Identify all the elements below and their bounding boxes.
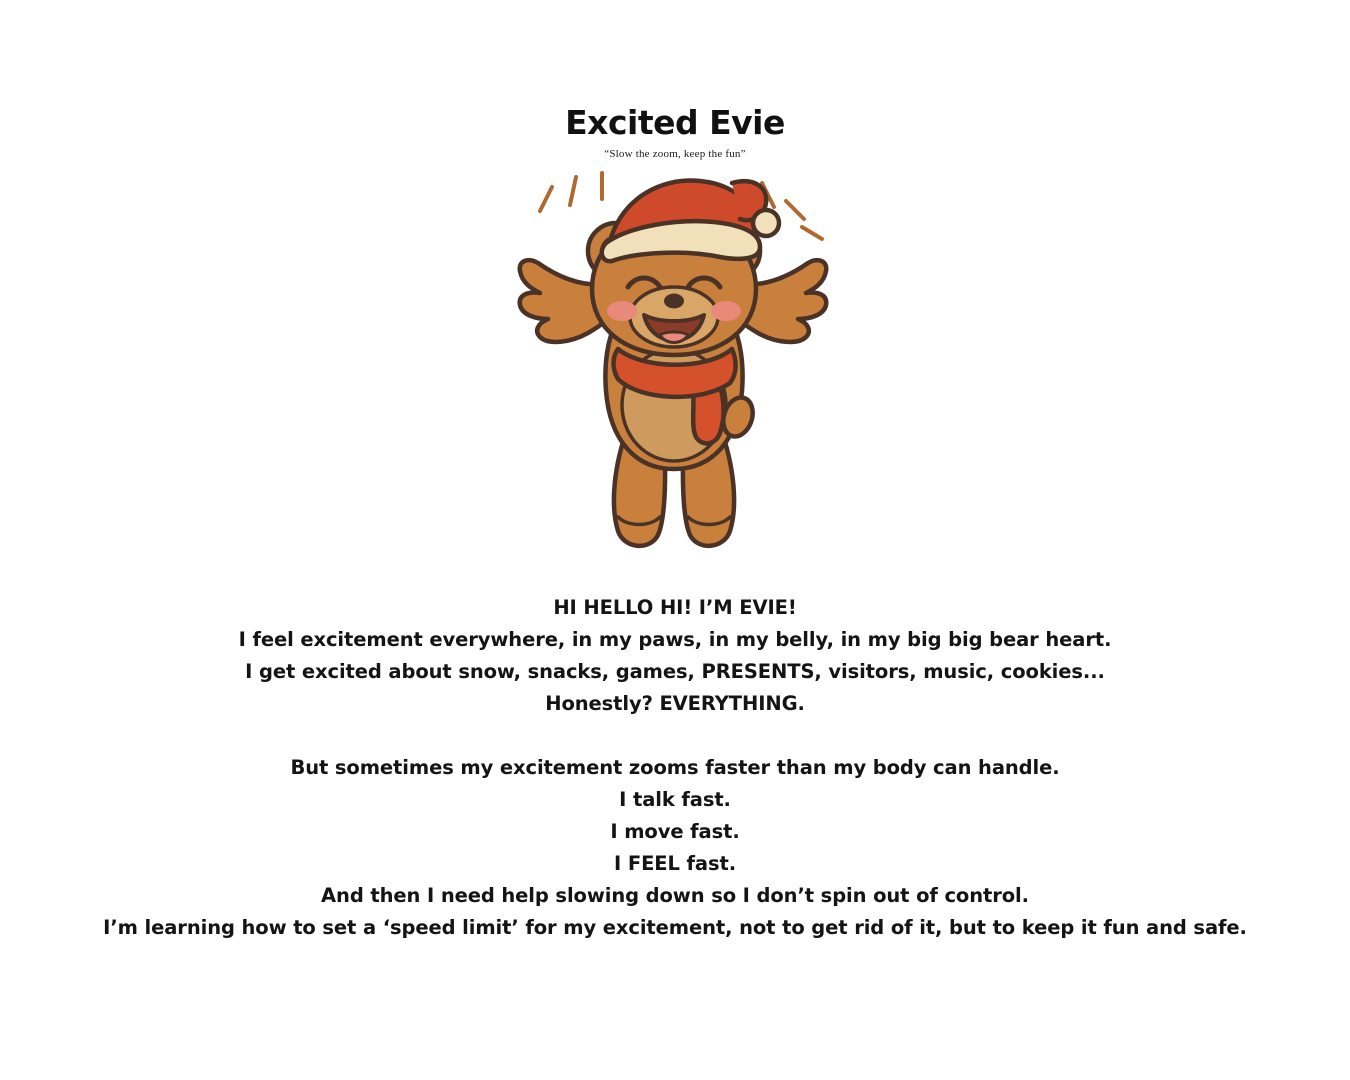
story-line: I feel excitement everywhere, in my paws, in my belly, in my big big bear heart.	[238, 628, 1112, 651]
story-line: I get excited about snow, snacks, games, PRESENTS, visitors, music, cookies...	[245, 660, 1105, 683]
story-line: I move fast.	[610, 820, 740, 843]
excited-bear-illustration	[510, 165, 840, 565]
page-header	[0, 105, 1350, 160]
story-line: And then I need help slowing down so I don’t spin out of control.	[321, 884, 1029, 907]
story-line: HI HELLO HI! I’M EVIE!	[553, 596, 797, 619]
page-title: Excited Evie	[565, 103, 785, 142]
illustration-container	[0, 165, 1350, 570]
paragraph-spacer	[0, 720, 1350, 752]
story-line: I talk fast.	[619, 788, 731, 811]
story-line: Honestly? EVERYTHING.	[545, 692, 805, 715]
story-line: I FEEL fast.	[614, 852, 736, 875]
story-line: But sometimes my excitement zooms faster than my body can handle.	[290, 756, 1060, 779]
story-text	[0, 592, 1350, 944]
page-subtitle: “Slow the zoom, keep the fun”	[604, 148, 746, 161]
story-line: I’m learning how to set a ‘speed limit’ for my excitement, not to get rid of it, but to keep it fun and safe.	[103, 916, 1247, 939]
